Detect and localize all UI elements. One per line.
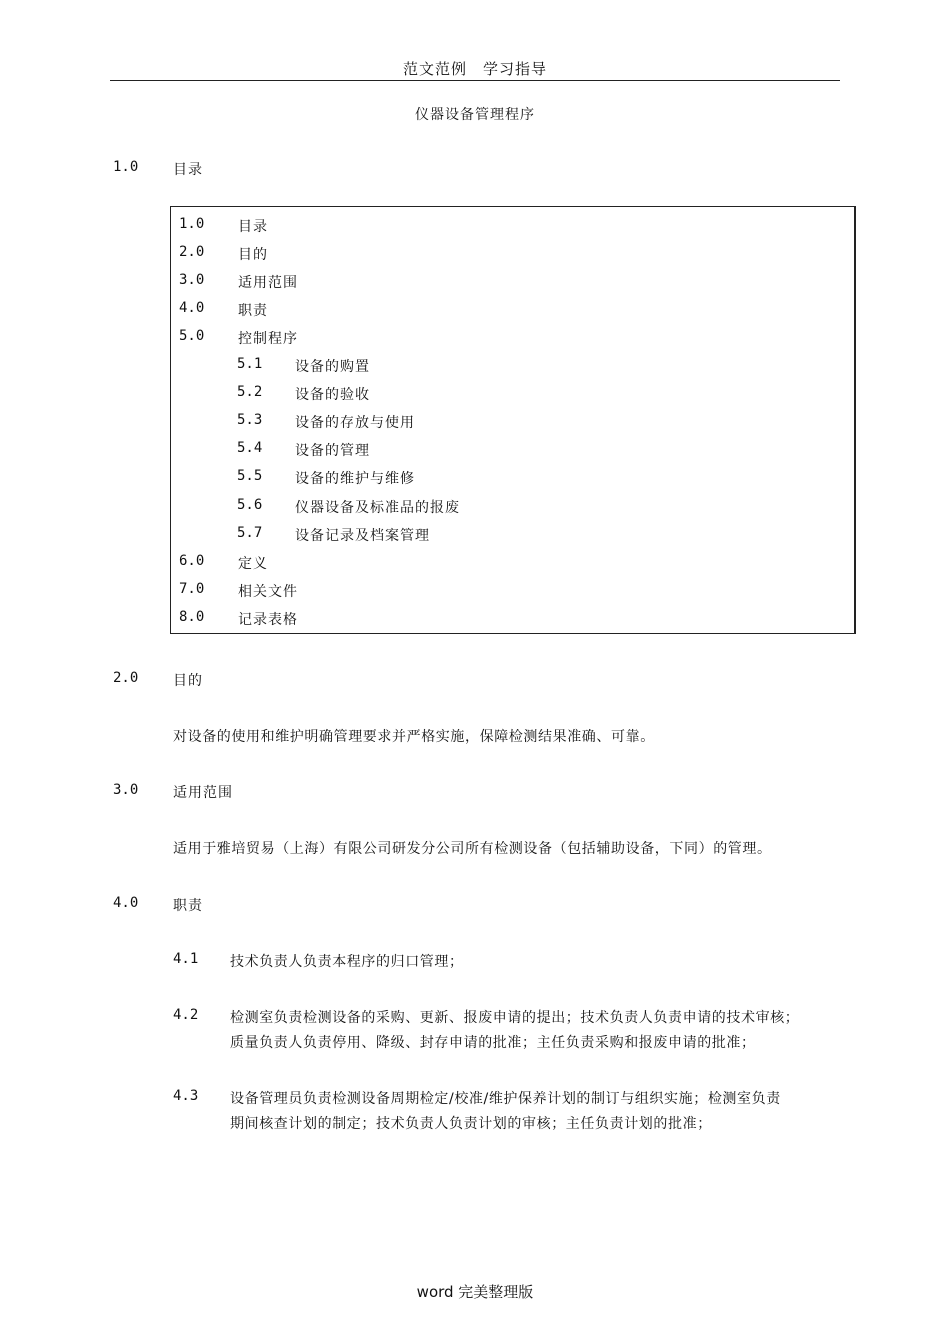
- responsibility-text: 质量负责人负责停用、降级、封存申请的批准；主任负责采购和报废申请的批准；: [230, 1035, 756, 1051]
- toc-subitem-label: 设备的存放与使用: [295, 415, 415, 431]
- toc-item-number: 4.0: [179, 300, 205, 316]
- toc-subitem-label: 设备的验收: [295, 387, 370, 403]
- section-number: 2.0: [113, 670, 139, 686]
- responsibility-number: 4.2: [173, 1007, 199, 1023]
- toc-item-label: 定义: [238, 556, 268, 572]
- toc-subitem-label: 设备的管理: [295, 443, 370, 459]
- toc-item-number: 3.0: [179, 272, 205, 288]
- document-title: 仪器设备管理程序: [415, 107, 535, 123]
- page-header-title: 范文范例 学习指导: [402, 60, 547, 78]
- responsibility-text: 期间核查计划的制定；技术负责人负责计划的审核；主任负责计划的批准；: [230, 1116, 712, 1132]
- section-number: 3.0: [113, 782, 139, 798]
- toc-item-number: 7.0: [179, 581, 205, 597]
- toc-subitem-number: 5.1: [237, 356, 263, 372]
- toc-item-number: 5.0: [179, 328, 205, 344]
- toc-subitem-label: 仪器设备及标准品的报废: [295, 500, 460, 516]
- toc-item-number: 2.0: [179, 244, 205, 260]
- responsibility-number: 4.3: [173, 1088, 199, 1104]
- toc-item-label: 控制程序: [238, 331, 298, 347]
- toc-item-label: 记录表格: [238, 612, 298, 628]
- toc-subitem-number: 5.6: [237, 497, 263, 513]
- section-heading: 目录: [173, 162, 203, 178]
- toc-subitem-label: 设备的维护与维修: [295, 471, 415, 487]
- purpose-paragraph: 对设备的使用和维护明确管理要求并严格实施，保障检测结果准确、可靠。: [173, 729, 655, 745]
- toc-item-label: 职责: [238, 303, 268, 319]
- toc-subitem-number: 5.4: [237, 440, 263, 456]
- toc-item-label: 相关文件: [238, 584, 298, 600]
- toc-item-label: 目的: [238, 247, 268, 263]
- responsibility-text: 设备管理员负责检测设备周期检定/校准/维护保养计划的制订与组织实施；检测室负责: [230, 1091, 781, 1107]
- toc-item-number: 8.0: [179, 609, 205, 625]
- section-heading: 职责: [173, 898, 203, 914]
- toc-subitem-number: 5.5: [237, 468, 263, 484]
- scope-paragraph: 适用于雅培贸易（上海）有限公司研发分公司所有检测设备（包括辅助设备，下同）的管理。: [173, 841, 772, 857]
- toc-subitem-number: 5.2: [237, 384, 263, 400]
- toc-subitem-label: 设备的购置: [295, 359, 370, 375]
- toc-item-number: 1.0: [179, 216, 205, 232]
- responsibility-text: 技术负责人负责本程序的归口管理；: [230, 954, 464, 970]
- responsibility-number: 4.1: [173, 951, 199, 967]
- toc-item-number: 6.0: [179, 553, 205, 569]
- page-footer: word 完美整理版: [416, 1283, 534, 1301]
- section-heading: 目的: [173, 673, 203, 689]
- toc-item-label: 目录: [238, 219, 268, 235]
- header-divider: [110, 80, 840, 81]
- responsibility-text: 检测室负责检测设备的采购、更新、报废申请的提出；技术负责人负责申请的技术审核；: [230, 1010, 800, 1026]
- section-number: 4.0: [113, 895, 139, 911]
- toc-subitem-number: 5.7: [237, 525, 263, 541]
- section-heading: 适用范围: [173, 785, 233, 801]
- table-of-contents: [170, 206, 856, 634]
- toc-subitem-number: 5.3: [237, 412, 263, 428]
- toc-subitem-label: 设备记录及档案管理: [295, 528, 430, 544]
- section-number: 1.0: [113, 159, 139, 175]
- toc-item-label: 适用范围: [238, 275, 298, 291]
